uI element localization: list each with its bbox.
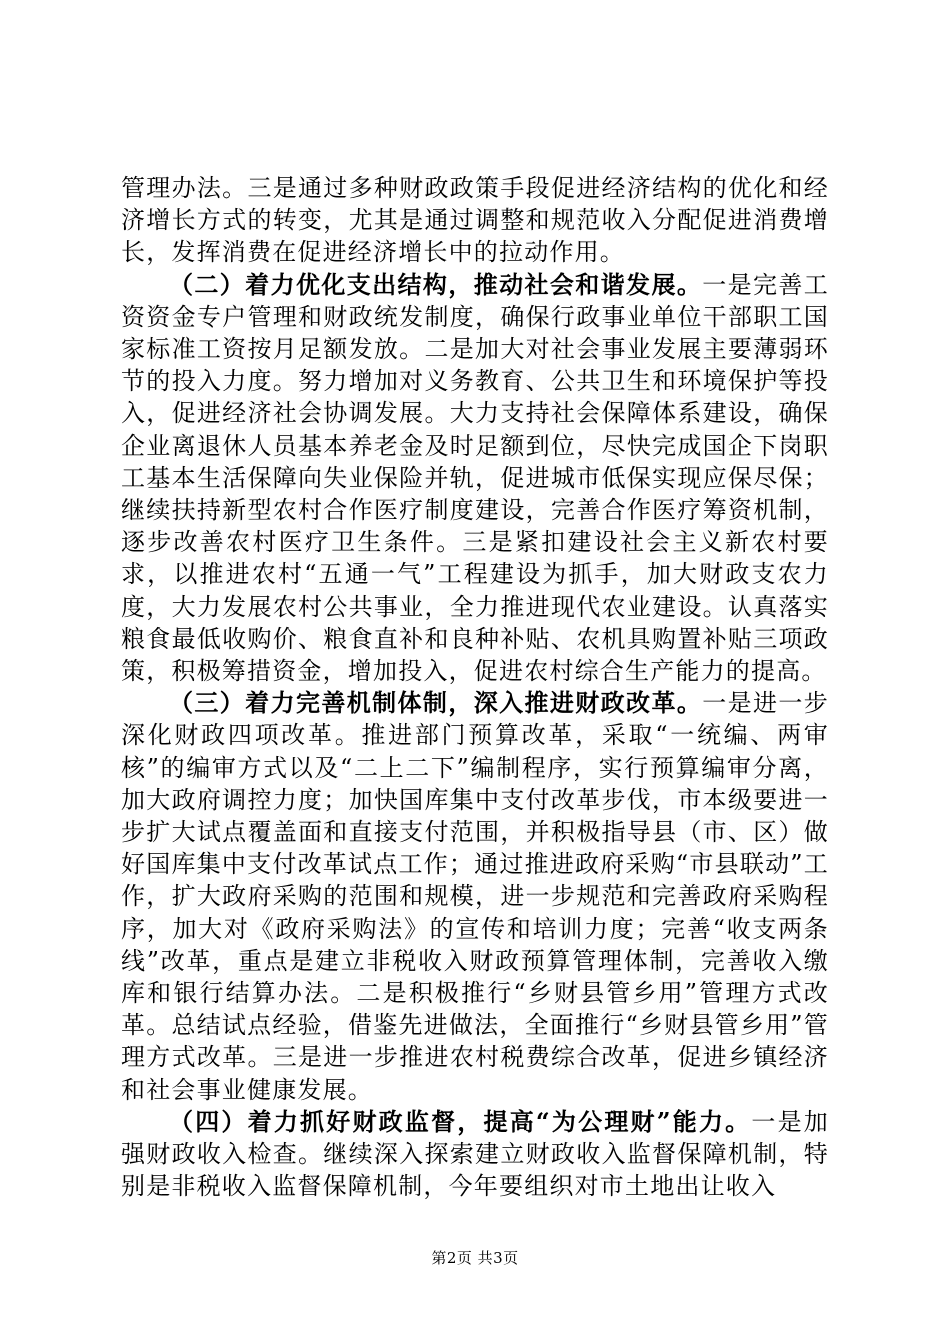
paragraph-1 (121, 172, 829, 269)
paragraph-1-text: 管理办法。三是通过多种财政政策手段促进经济结构的优化和经济增长方式的转变，尤其是通过调整和规范收入分配促进消费增长，发挥消费在促进经济增长中的拉动作用。 (121, 174, 829, 267)
document-body (121, 172, 829, 1203)
paragraph-3-heading: （三）着力完善机制体制，深入推进财政改革。 (169, 688, 703, 718)
paragraph-3-text: 一是进一步深化财政四项改革。推进部门预算改革，采取“一统编、两审核”的编审方式以及“二上二下”编制程序，实行预算编审分离，加大政府调控力度；加快国库集中支付改革步伐，市本级要进一步扩大试点覆盖面和直接支付范围，并积极指导县（市、区）做好国库集中支付改革试点工作；通过推进政府采购“市县联动”工作，扩大政府采购的范围和规模，进一步规范和完善政府采购程序，加大对《政府采购法》的宣传和培训力度；完善“收支两条线”改革，重点是建立非税收入财政预算管理体制，完善收入缴库和银行结算办法。二是积极推行“乡财县管乡用”管理方式改革。总结试点经验，借鉴先进做法，全面推行“乡财县管乡用”管理方式改革。三是进一步推进农村税费综合改革，促进乡镇经济和社会事业健康发展。 (121, 689, 830, 1104)
paragraph-2-text: 一是完善工资资金专户管理和财政统发制度，确保行政事业单位干部职工国家标准工资按月足额发放。二是加大对社会事业发展主要薄弱环节的投入力度。努力增加对义务教育、公共卫生和环境保护等投入，促进经济社会协调发展。大力支持社会保障体系建设，确保企业离退休人员基本养老金及时足额到位，尽快完成国企下岗职工基本生活保障向失业保险并轨，促进城市低保实现应保尽保；继续扶持新型农村合作医疗制度建设，完善合作医疗筹资机制，逐步改善农村医疗卫生条件。三是紧扣建设社会主义新农村要求，以推进农村“五通一气”工程建设为抓手，加大财政支农力度，大力发展农村公共事业，全力推进现代农业建设。认真落实粮食最低收购价、粮食直补和良种补贴、农机具购置补贴三项政策，积极筹措资金，增加投入，促进农村综合生产能力的提高。 (121, 270, 830, 686)
paragraph-4 (121, 1106, 829, 1203)
paragraph-4-heading: （四）着力抓好财政监督，提高“为公理财”能力。 (169, 1106, 752, 1136)
page-footer (0, 1248, 950, 1268)
paragraph-4-text: 一是加强财政收入检查。继续深入探索建立财政收入监督保障机制，特别是非税收入监督保障机制，今年要组织对市土地出让收入 (121, 1107, 829, 1201)
paragraph-2 (121, 269, 829, 688)
paragraph-3 (121, 687, 829, 1106)
page-number: 第2页 共3页 (431, 1249, 519, 1267)
paragraph-2-heading: （二）着力优化支出结构，推动社会和谐发展。 (169, 269, 703, 299)
